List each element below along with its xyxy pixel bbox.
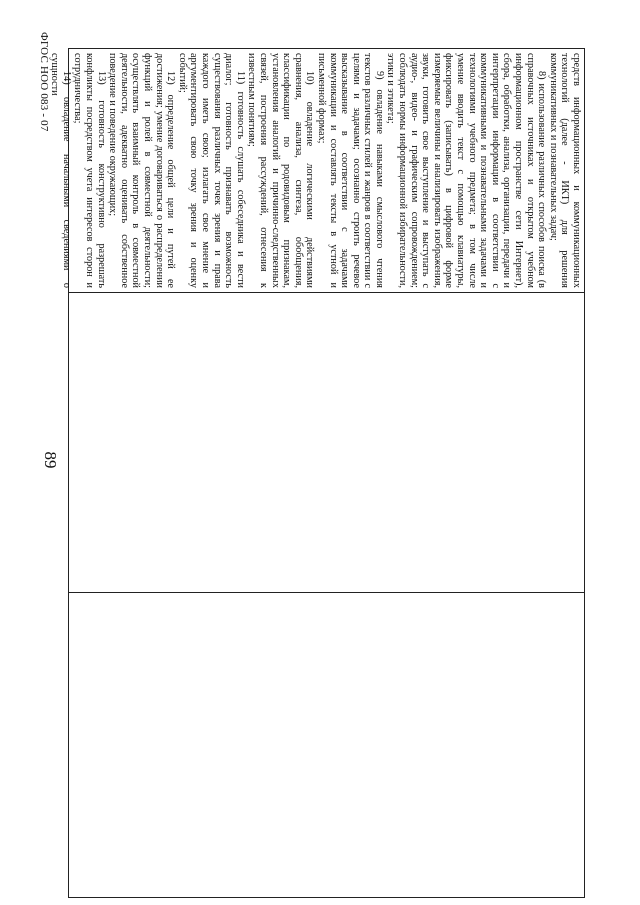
table-paragraph: средств информационных и коммуникационных технологий (далее - ИКТ) для решения коммуникативных и познавательных задач; bbox=[547, 53, 582, 288]
footer-document-code: ФГОС НОО 083 - 07 bbox=[38, 32, 50, 132]
table-paragraph: 8) использование различных способов поиска (в справочных источниках и открытом учебном информационном пространстве сети Интернет), сбора, обработки, анализа, организации, передачи и интерпретации информации в соответствии с коммуникативными и познавательными задачами и технологиями учебного предмета; в том числе умение вводить текст с помощью клавиатуры, фиксировать (записывать) в цифровой форме измеряемые величины и анализировать изображения, звуки, готовить свое выступление и выступать с аудио-, видео- и графическим сопровождением; соблюдать нормы информационной избирательности, этики и этикета; bbox=[385, 53, 548, 288]
table-paragraph: 10) овладение логическими действиями сравнения, анализа, синтеза, обобщения, классификации по родовидовым признакам, установления аналогий и причинно-следственных связей, построения рассуждений, отнесения к известным понятиям; bbox=[246, 53, 316, 288]
table-paragraph: 12) определение общей цели и путей ее достижения; умение договариваться о распределении функций и ролей в совместной деятельности; осуществлять взаимный контроль в совместной деятельности, адекватно оценивать собственное поведение и поведение окружающих; bbox=[107, 53, 177, 288]
table-paragraph: 14) овладение начальными сведениями о сущности bbox=[49, 53, 72, 288]
table-paragraph: 11) готовность слушать собеседника и вести диалог; готовность признавать возможность существования различных точек зрения и права каждого иметь свою; излагать свое мнение и аргументировать свою точку зрения и оценку событий; bbox=[176, 53, 246, 288]
table-column-empty-middle bbox=[69, 293, 584, 593]
table-column-text bbox=[49, 49, 584, 293]
table-paragraph: 9) овладение навыками смыслового чтения текстов различных стилей и жанров в соответствии с целями и задачами; осознанно строить речевое высказывание в соответствии с задачами коммуникации и составлять тексты в устной и письменной формах; bbox=[315, 53, 385, 288]
page-number: 89 bbox=[41, 451, 60, 469]
table-paragraph: 13) готовность конструктивно разрешать конфликты посредством учета интересов сторон и сотрудничества; bbox=[72, 53, 107, 288]
table-column-empty-right bbox=[69, 593, 584, 897]
